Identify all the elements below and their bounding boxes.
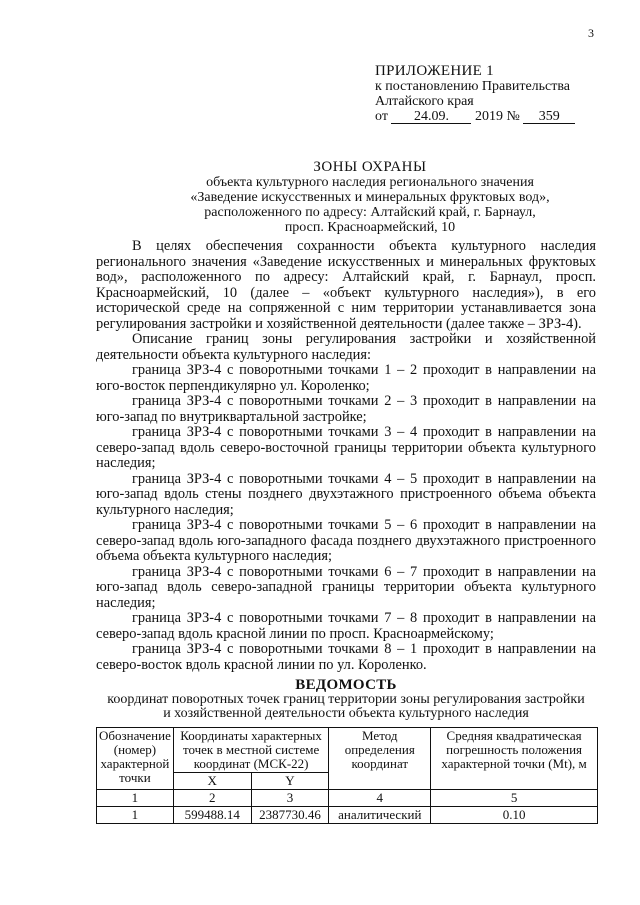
- table-column-numbers: [97, 790, 598, 807]
- paragraph: граница ЗРЗ-4 с поворотными точками 7 – 8 проходит в направлении на северо-запад вдоль красной линии по просп. Красноармейскому;: [96, 610, 596, 642]
- vedomost-title: ВЕДОМОСТЬ: [295, 677, 397, 693]
- table-header-row: [97, 728, 598, 773]
- heading-line-4: просп. Красноармейский, 10: [284, 220, 456, 235]
- cell-accuracy: 0.10: [431, 807, 598, 824]
- page-number: 3: [588, 26, 594, 40]
- header-x: X: [173, 773, 251, 790]
- paragraph: граница ЗРЗ-4 с поворотными точками 1 – 2 проходит в направлении на юго-восток перпендикулярно ул. Короленко;: [96, 362, 596, 394]
- cell-method: аналитический: [329, 807, 431, 824]
- document-heading: [100, 160, 640, 235]
- vedomost-line-2: и хозяйственной деятельности объекта культурного наследия: [163, 706, 529, 721]
- header-accuracy: Средняя квадратическая погрешность положения характерной точки (Mt), м: [431, 728, 598, 790]
- column-number: 2: [173, 790, 251, 807]
- document-title: ЗОНЫ ОХРАНЫ: [313, 159, 427, 175]
- header-point: Обозначение (номер) характерной точки: [97, 728, 174, 790]
- cell-x: 599488.14: [173, 807, 251, 824]
- column-number: 1: [97, 790, 174, 807]
- cell-y: 2387730.46: [251, 807, 329, 824]
- appendix-year: 2019 №: [474, 109, 520, 124]
- header-method: Метод определения координат: [329, 728, 431, 790]
- vedomost-heading: [96, 678, 596, 722]
- paragraph: граница ЗРЗ-4 с поворотными точками 8 – 1 проходит в направлении на северо-восток вдоль красной линии по ул. Короленко.: [96, 641, 596, 673]
- header-y: Y: [251, 773, 329, 790]
- vedomost-line-1: координат поворотных точек границ территории зоны регулирования застройки: [107, 691, 585, 707]
- column-number: 5: [431, 790, 598, 807]
- cell-point: 1: [97, 807, 174, 824]
- heading-line-2: «Заведение искусственных и минеральных фруктовых вод»,: [190, 190, 550, 205]
- appendix-title: ПРИЛОЖЕНИЕ 1: [375, 63, 494, 79]
- paragraph: граница ЗРЗ-4 с поворотными точками 2 – 3 проходит в направлении на юго-запад по внутриквартальной застройке;: [96, 393, 596, 425]
- coordinates-table: [96, 727, 598, 824]
- header-coords: Координаты характерных точек в местной системе координат (МСК-22): [173, 728, 329, 773]
- table-row: [97, 807, 598, 824]
- paragraph: граница ЗРЗ-4 с поворотными точками 4 – 5 проходит в направлении на юго-запад вдоль стены позднего двухэтажного пристроенного объема объекта культурного наследия;: [96, 470, 596, 518]
- heading-line-1: объекта культурного наследия регионального значения: [206, 175, 534, 190]
- appendix-date-line: [375, 109, 575, 124]
- appendix-block: [375, 64, 575, 124]
- paragraph: граница ЗРЗ-4 с поворотными точками 5 – 6 проходит в направлении на северо-запад вдоль юго-западного фасада позднего двухэтажного пристроенного объема объекта культурного наследия;: [96, 517, 596, 564]
- column-number: 4: [329, 790, 431, 807]
- appendix-line-2: Алтайского края: [375, 94, 474, 109]
- paragraph: Описание границ зоны регулирования застройки и хозяйственной деятельности объекта культурного наследия:: [96, 331, 596, 363]
- document-body: [96, 239, 596, 673]
- appendix-line-1: к постановлению Правительства: [375, 79, 571, 94]
- paragraph: граница ЗРЗ-4 с поворотными точками 6 – 7 проходит в направлении на юго-запад вдоль северо-западной границы территории объекта культурного наследия;: [96, 563, 596, 611]
- appendix-date: 24.09.: [391, 110, 471, 124]
- paragraph: граница ЗРЗ-4 с поворотными точками 3 – 4 проходит в направлении на северо-запад вдоль северо-восточной границы территории объекта культурного наследия;: [96, 424, 596, 471]
- column-number: 3: [251, 790, 329, 807]
- appendix-from-label: от: [375, 109, 388, 124]
- paragraph: В целях обеспечения сохранности объекта культурного наследия регионального значения «Заведение искусственных и минеральных фруктовых вод», расположенного по адресу: Алтайский край, г. Барнаул, просп. Красноармейский, 10 (далее – «объект культурного наследия»), в его исторической среде на сопряженной с ним территории устанавливается зона регулирования застройки и хозяйственной деятельности (далее также – ЗРЗ-4).: [96, 238, 596, 332]
- heading-line-3: расположенного по адресу: Алтайский край, г. Барнаул,: [204, 205, 536, 220]
- appendix-number: 359: [523, 110, 575, 124]
